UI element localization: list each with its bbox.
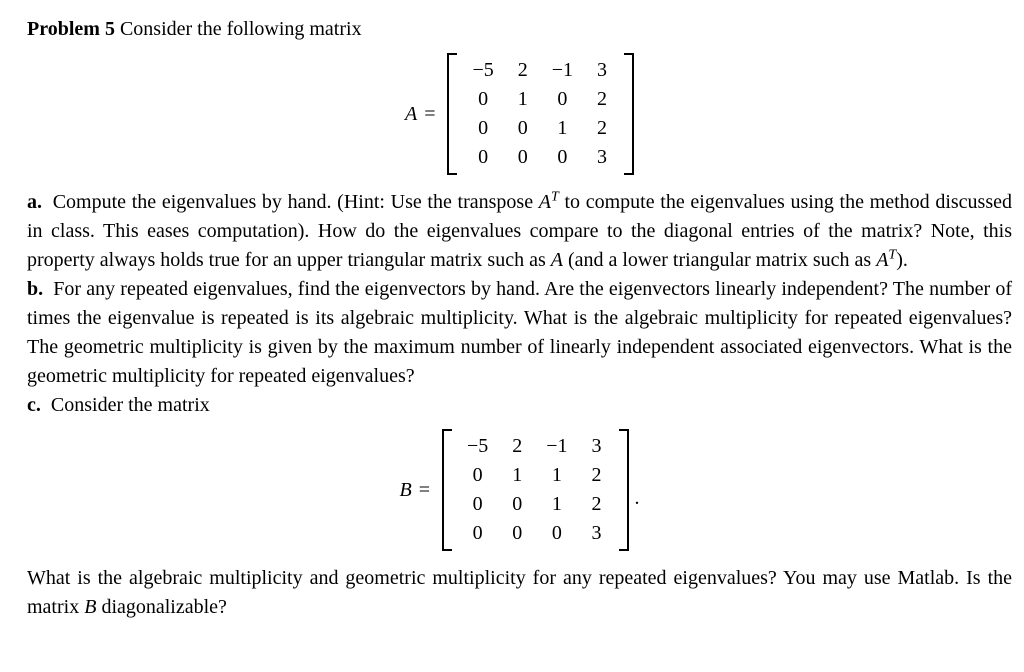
matrix-cell: 0 [517,146,528,168]
matrix-cell: 2 [597,117,608,139]
part-b-text: For any repeated eigenvalues, find the eigenvectors by hand. Are the eigenvectors linearly independent? The number of times the eigenvalue is repeated is its algebraic multiplicity. What is the algebraic multiplicity for repeated eigenvalues? The geometric multiplicity is given by the maximum number of linearly independent associated eigenvectors. What is the geometric multiplicity for repeated eigenvalues? [27,278,1012,387]
matrix-a-display [27,53,1012,175]
matrix-cell: 1 [551,493,562,515]
matrix-cell: 1 [557,117,568,139]
matrix-cell: 3 [591,435,602,457]
matrix-cell: 0 [517,117,528,139]
matrix-cell: 0 [551,522,562,544]
matrix-b-equals: = [418,478,430,501]
problem-title-rest: Consider the following matrix [114,18,362,40]
matrix-b-right-bracket [619,429,629,551]
problem-title-bold: Problem 5 [27,18,115,40]
part-c-label: c. [27,394,41,416]
matrix-a-grid [457,53,624,175]
matrix-cell: 1 [517,88,528,110]
matrix-cell: 0 [557,146,568,168]
matrix-cell: 0 [512,522,523,544]
matrix-cell: 3 [597,146,608,168]
math-var-a: A [550,249,563,271]
math-var-b: B [84,596,97,618]
math-sup-t: T [551,189,559,205]
matrix-b-var: B [399,478,412,501]
matrix-a-equals: = [424,102,436,125]
math-sup-t: T [888,247,897,263]
matrix-cell: 1 [512,464,523,486]
matrix-cell: −5 [466,435,489,457]
matrix-cell: 0 [478,146,489,168]
part-c-intro [27,391,1012,420]
matrix-cell: 0 [472,522,483,544]
problem-title [27,15,1012,44]
matrix-cell: 0 [512,493,523,515]
matrix-cell: −1 [546,435,568,457]
matrix-cell: 0 [557,88,568,110]
closing-text-2: diagonalizable? [96,596,227,618]
matrix-b-grid [452,429,619,551]
closing-paragraph [27,564,1012,622]
math-var-a-transpose: A [538,191,551,213]
matrix-cell: 2 [591,464,602,486]
part-b-paragraph [27,275,1012,391]
part-a-label: a. [27,191,42,213]
matrix-cell: 1 [551,464,562,486]
part-b-label: b. [27,278,44,300]
matrix-a-var: A [404,102,418,125]
part-a-text-2: to compute the eigenvalues using the method discussed in class. This eases computation). How do the eigenvalues compare to the diagonal entries of the matrix? Note, this property always holds true for an upper triangular matrix such as [27,191,1012,271]
matrix-cell: 2 [517,59,528,81]
matrix-cell: 2 [512,435,523,457]
part-a-paragraph [27,188,1012,275]
matrix-b-left-bracket [442,429,452,551]
matrix-cell: −1 [551,59,574,81]
matrix-cell: 0 [478,117,489,139]
matrix-a-right-bracket [624,53,634,175]
matrix-cell: 3 [597,59,608,81]
matrix-cell: 0 [472,493,483,515]
matrix-cell: 3 [591,522,602,544]
part-a-text-3: (and a lower triangular matrix such as [562,249,877,271]
matrix-cell: 0 [478,88,489,110]
math-var-a-transpose: A [876,249,889,271]
part-a-text-4: ). [896,249,908,271]
matrix-cell: 2 [597,88,608,110]
part-c-text: Consider the matrix [45,394,210,416]
matrix-cell: −5 [472,59,494,81]
matrix-cell: 2 [591,493,602,515]
matrix-cell: 0 [472,464,483,486]
matrix-b-display [27,429,1012,551]
matrix-a-left-bracket [447,53,457,175]
part-a-text-1: Compute the eigenvalues by hand. (Hint: Use the transpose [47,191,539,213]
closing-text-1: What is the algebraic multiplicity and geometric multiplicity for any repeated eigenvalues? You may use Matlab. Is the matrix [27,567,1012,618]
matrix-b-period: . [634,486,640,509]
